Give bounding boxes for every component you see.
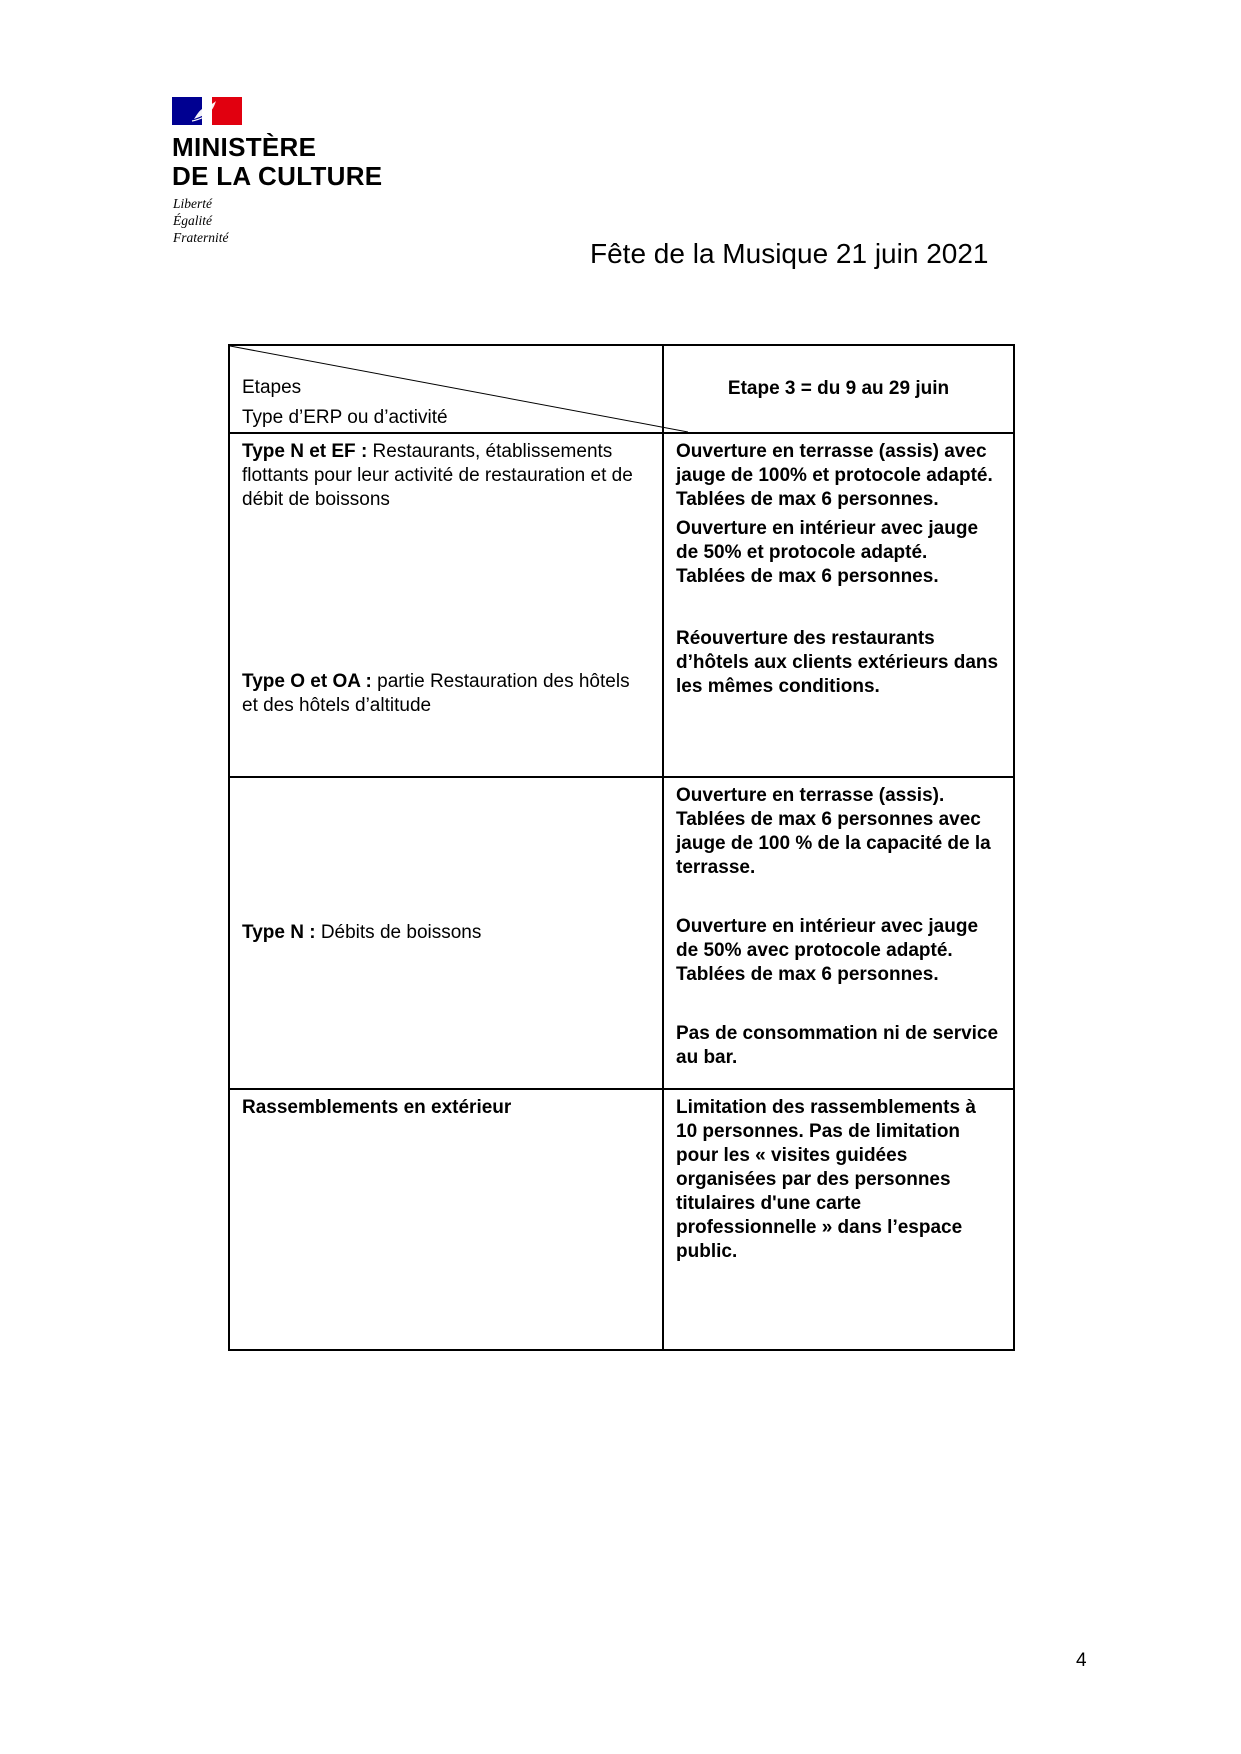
table-header-row — [229, 345, 1014, 433]
rule-bar: Pas de consommation ni de service au bar. — [676, 1023, 999, 1068]
table-row — [229, 1089, 1014, 1350]
rule-hotels: Réouverture des restaurants d’hôtels aux clients extérieurs dans les mêmes conditions. — [676, 628, 999, 697]
rassemblements: Rassemblements en extérieur — [242, 1097, 512, 1118]
motto-liberte: Liberté — [173, 196, 212, 211]
row-3-left — [229, 1089, 663, 1350]
type-o-oa: Type O et OA : partie Restauration des hôtels et des hôtels d’altitude — [242, 671, 630, 716]
table-row — [229, 433, 1014, 777]
rule-terrasse: Ouverture en terrasse (assis) avec jauge de 100% et protocole adapté. Tablées de max 6 personnes. — [676, 441, 993, 510]
republic-motto — [173, 195, 229, 246]
rule-interieur: Ouverture en intérieur avec jauge de 50% avec protocole adapté. Tablées de max 6 personnes. — [676, 916, 979, 985]
row-2-right — [663, 777, 1014, 1089]
type-n-ef: Type N et EF : Restaurants, établissements flottants pour leur activité de restauration et de débit de boissons — [242, 441, 633, 510]
row-3-right — [663, 1089, 1014, 1350]
header-type: Type d’ERP ou d’activité — [242, 407, 448, 428]
header-etapes: Etapes — [242, 377, 302, 398]
motto-fraternite: Fraternité — [173, 230, 229, 245]
rule-rassemblements: Limitation des rassemblements à 10 personnes. Pas de limitation pour les « visites guidées organisées par des personnes titulaires d'une carte professionnelle » dans l’espace public. — [676, 1097, 976, 1262]
document-title: Fête de la Musique 21 juin 2021 — [590, 238, 989, 269]
marianne-flag-icon — [172, 97, 242, 125]
rules-table — [228, 344, 1015, 1351]
rule-interieur: Ouverture en intérieur avec jauge de 50% et protocole adapté. Tablées de max 6 personnes. — [676, 518, 979, 587]
row-2-left — [229, 777, 663, 1089]
row-1-left — [229, 433, 663, 777]
ministry-line-1: MINISTÈRE — [172, 132, 317, 162]
page-number: 4 — [1076, 1650, 1087, 1671]
motto-egalite: Égalité — [173, 213, 212, 228]
ministry-line-2: DE LA CULTURE — [172, 161, 383, 191]
row-1-right — [663, 433, 1014, 777]
header-diagonal-cell — [229, 345, 663, 433]
header-step: Etape 3 = du 9 au 29 juin — [663, 345, 1014, 433]
rule-terrasse: Ouverture en terrasse (assis). Tablées de max 6 personnes avec jauge de 100 % de la capacité de la terrasse. — [676, 785, 991, 878]
ministry-name — [172, 133, 382, 191]
table-row — [229, 777, 1014, 1089]
type-n: Type N : Débits de boissons — [242, 922, 482, 943]
